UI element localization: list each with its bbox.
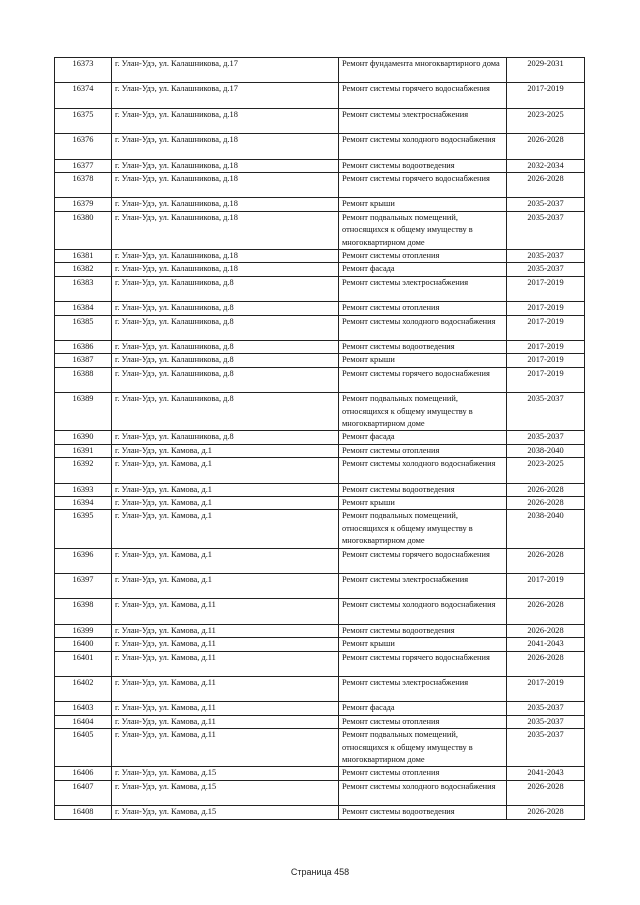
row-number-cell: 16405 [55,729,112,767]
row-number-cell: 16386 [55,340,112,353]
row-number-cell: 16374 [55,83,112,108]
table-row [55,159,585,172]
row-number-cell: 16404 [55,715,112,728]
address-cell: г. Улан-Удэ, ул. Калашникова, д.18 [112,198,339,211]
table-row [55,651,585,676]
period-cell: 2026-2028 [507,599,585,624]
table-row [55,58,585,83]
row-number-cell: 16406 [55,767,112,780]
work-type-cell: Ремонт крыши [339,497,507,510]
row-number-cell: 16394 [55,497,112,510]
row-number-cell: 16393 [55,483,112,496]
address-cell: г. Улан-Удэ, ул. Камова, д.1 [112,574,339,599]
table-row [55,458,585,483]
work-type-cell: Ремонт подвальных помещений, относящихся к общему имуществу в многоквартирном доме [339,729,507,767]
address-cell: г. Улан-Удэ, ул. Камова, д.11 [112,729,339,767]
address-cell: г. Улан-Удэ, ул. Камова, д.11 [112,638,339,651]
row-number-cell: 16378 [55,172,112,197]
work-type-cell: Ремонт фундамента многоквартирного дома [339,58,507,83]
address-cell: г. Улан-Удэ, ул. Камова, д.11 [112,677,339,702]
row-number-cell: 16380 [55,211,112,249]
table-row [55,172,585,197]
work-type-cell: Ремонт системы электроснабжения [339,574,507,599]
period-cell: 2026-2028 [507,780,585,805]
address-cell: г. Улан-Удэ, ул. Камова, д.11 [112,599,339,624]
row-number-cell: 16387 [55,354,112,367]
work-type-cell: Ремонт системы холодного водоснабжения [339,458,507,483]
period-cell: 2041-2043 [507,638,585,651]
period-cell: 2017-2019 [507,83,585,108]
period-cell: 2035-2037 [507,715,585,728]
work-type-cell: Ремонт системы электроснабжения [339,108,507,133]
table-row [55,599,585,624]
address-cell: г. Улан-Удэ, ул. Камова, д.1 [112,548,339,573]
period-cell: 2017-2019 [507,677,585,702]
address-cell: г. Улан-Удэ, ул. Камова, д.15 [112,767,339,780]
address-cell: г. Улан-Удэ, ул. Калашникова, д.8 [112,393,339,431]
row-number-cell: 16402 [55,677,112,702]
row-number-cell: 16391 [55,444,112,457]
repair-schedule-table [54,57,585,820]
period-cell: 2026-2028 [507,651,585,676]
address-cell: г. Улан-Удэ, ул. Калашникова, д.8 [112,340,339,353]
work-type-cell: Ремонт системы отопления [339,444,507,457]
work-type-cell: Ремонт крыши [339,638,507,651]
address-cell: г. Улан-Удэ, ул. Камова, д.1 [112,497,339,510]
page-number-footer: Страница 458 [290,867,350,877]
address-cell: г. Улан-Удэ, ул. Камова, д.11 [112,702,339,715]
work-type-cell: Ремонт системы отопления [339,767,507,780]
work-type-cell: Ремонт системы водоотведения [339,340,507,353]
address-cell: г. Улан-Удэ, ул. Камова, д.11 [112,651,339,676]
address-cell: г. Улан-Удэ, ул. Калашникова, д.8 [112,431,339,444]
row-number-cell: 16375 [55,108,112,133]
address-cell: г. Улан-Удэ, ул. Калашникова, д.8 [112,354,339,367]
period-cell: 2017-2019 [507,276,585,301]
address-cell: г. Улан-Удэ, ул. Калашникова, д.18 [112,211,339,249]
row-number-cell: 16392 [55,458,112,483]
work-type-cell: Ремонт системы горячего водоснабжения [339,651,507,676]
table-row [55,444,585,457]
table-row [55,729,585,767]
address-cell: г. Улан-Удэ, ул. Калашникова, д.18 [112,172,339,197]
table-row [55,510,585,548]
work-type-cell: Ремонт подвальных помещений, относящихся к общему имуществу в многоквартирном доме [339,393,507,431]
row-number-cell: 16390 [55,431,112,444]
work-type-cell: Ремонт крыши [339,198,507,211]
work-type-cell: Ремонт фасада [339,431,507,444]
period-cell: 2029-2031 [507,58,585,83]
table-row [55,367,585,392]
work-type-cell: Ремонт системы отопления [339,249,507,262]
period-cell: 2023-2025 [507,108,585,133]
period-cell: 2017-2019 [507,340,585,353]
row-number-cell: 16373 [55,58,112,83]
row-number-cell: 16376 [55,134,112,159]
address-cell: г. Улан-Удэ, ул. Камова, д.11 [112,715,339,728]
row-number-cell: 16382 [55,263,112,276]
work-type-cell: Ремонт системы горячего водоснабжения [339,367,507,392]
period-cell: 2026-2028 [507,483,585,496]
period-cell: 2026-2028 [507,134,585,159]
period-cell: 2026-2028 [507,497,585,510]
table-row [55,574,585,599]
period-cell: 2035-2037 [507,393,585,431]
row-number-cell: 16388 [55,367,112,392]
address-cell: г. Улан-Удэ, ул. Калашникова, д.18 [112,134,339,159]
work-type-cell: Ремонт системы водоотведения [339,806,507,819]
period-cell: 2017-2019 [507,315,585,340]
period-cell: 2026-2028 [507,172,585,197]
row-number-cell: 16385 [55,315,112,340]
period-cell: 2023-2025 [507,458,585,483]
table-row [55,677,585,702]
table-row [55,431,585,444]
work-type-cell: Ремонт подвальных помещений, относящихся к общему имуществу в многоквартирном доме [339,510,507,548]
period-cell: 2035-2037 [507,249,585,262]
work-type-cell: Ремонт системы холодного водоснабжения [339,599,507,624]
period-cell: 2035-2037 [507,198,585,211]
table-row [55,263,585,276]
work-type-cell: Ремонт системы отопления [339,302,507,315]
row-number-cell: 16381 [55,249,112,262]
period-cell: 2017-2019 [507,367,585,392]
work-type-cell: Ремонт системы водоотведения [339,624,507,637]
address-cell: г. Улан-Удэ, ул. Калашникова, д.18 [112,263,339,276]
table-row [55,715,585,728]
work-type-cell: Ремонт системы водоотведения [339,159,507,172]
address-cell: г. Улан-Удэ, ул. Камова, д.15 [112,806,339,819]
table-row [55,134,585,159]
work-type-cell: Ремонт системы горячего водоснабжения [339,172,507,197]
work-type-cell: Ремонт системы водоотведения [339,483,507,496]
address-cell: г. Улан-Удэ, ул. Калашникова, д.18 [112,249,339,262]
address-cell: г. Улан-Удэ, ул. Калашникова, д.18 [112,159,339,172]
table-row [55,780,585,805]
row-number-cell: 16396 [55,548,112,573]
table-row [55,354,585,367]
repair-schedule-body [55,58,585,820]
table-row [55,767,585,780]
address-cell: г. Улан-Удэ, ул. Камова, д.1 [112,483,339,496]
period-cell: 2035-2037 [507,211,585,249]
period-cell: 2038-2040 [507,444,585,457]
period-cell: 2035-2037 [507,431,585,444]
table-row [55,497,585,510]
table-row [55,108,585,133]
work-type-cell: Ремонт системы холодного водоснабжения [339,780,507,805]
period-cell: 2035-2037 [507,263,585,276]
address-cell: г. Улан-Удэ, ул. Калашникова, д.8 [112,302,339,315]
address-cell: г. Улан-Удэ, ул. Калашникова, д.17 [112,83,339,108]
period-cell: 2035-2037 [507,702,585,715]
row-number-cell: 16399 [55,624,112,637]
address-cell: г. Улан-Удэ, ул. Камова, д.11 [112,624,339,637]
table-row [55,393,585,431]
period-cell: 2038-2040 [507,510,585,548]
period-cell: 2032-2034 [507,159,585,172]
table-row [55,276,585,301]
work-type-cell: Ремонт системы холодного водоснабжения [339,315,507,340]
period-cell: 2026-2028 [507,624,585,637]
table-row [55,198,585,211]
row-number-cell: 16389 [55,393,112,431]
row-number-cell: 16383 [55,276,112,301]
row-number-cell: 16384 [55,302,112,315]
address-cell: г. Улан-Удэ, ул. Камова, д.15 [112,780,339,805]
address-cell: г. Улан-Удэ, ул. Камова, д.1 [112,444,339,457]
address-cell: г. Улан-Удэ, ул. Калашникова, д.8 [112,315,339,340]
row-number-cell: 16397 [55,574,112,599]
period-cell: 2026-2028 [507,548,585,573]
table-row [55,624,585,637]
row-number-cell: 16398 [55,599,112,624]
table-row [55,302,585,315]
table-row [55,638,585,651]
period-cell: 2017-2019 [507,302,585,315]
table-row [55,211,585,249]
work-type-cell: Ремонт системы горячего водоснабжения [339,548,507,573]
work-type-cell: Ремонт системы холодного водоснабжения [339,134,507,159]
address-cell: г. Улан-Удэ, ул. Калашникова, д.18 [112,108,339,133]
row-number-cell: 16408 [55,806,112,819]
work-type-cell: Ремонт фасада [339,702,507,715]
table-row [55,702,585,715]
work-type-cell: Ремонт крыши [339,354,507,367]
address-cell: г. Улан-Удэ, ул. Калашникова, д.8 [112,276,339,301]
work-type-cell: Ремонт фасада [339,263,507,276]
table-row [55,548,585,573]
address-cell: г. Улан-Удэ, ул. Калашникова, д.17 [112,58,339,83]
work-type-cell: Ремонт системы горячего водоснабжения [339,83,507,108]
period-cell: 2017-2019 [507,574,585,599]
row-number-cell: 16407 [55,780,112,805]
table-row [55,340,585,353]
table-row [55,83,585,108]
row-number-cell: 16403 [55,702,112,715]
period-cell: 2026-2028 [507,806,585,819]
address-cell: г. Улан-Удэ, ул. Камова, д.1 [112,458,339,483]
work-type-cell: Ремонт системы электроснабжения [339,276,507,301]
table-row [55,806,585,819]
work-type-cell: Ремонт системы электроснабжения [339,677,507,702]
table-row [55,315,585,340]
period-cell: 2017-2019 [507,354,585,367]
address-cell: г. Улан-Удэ, ул. Калашникова, д.8 [112,367,339,392]
address-cell: г. Улан-Удэ, ул. Камова, д.1 [112,510,339,548]
row-number-cell: 16401 [55,651,112,676]
period-cell: 2041-2043 [507,767,585,780]
row-number-cell: 16379 [55,198,112,211]
row-number-cell: 16377 [55,159,112,172]
work-type-cell: Ремонт подвальных помещений, относящихся к общему имуществу в многоквартирном доме [339,211,507,249]
row-number-cell: 16400 [55,638,112,651]
table-row [55,483,585,496]
row-number-cell: 16395 [55,510,112,548]
table-row [55,249,585,262]
period-cell: 2035-2037 [507,729,585,767]
work-type-cell: Ремонт системы отопления [339,715,507,728]
